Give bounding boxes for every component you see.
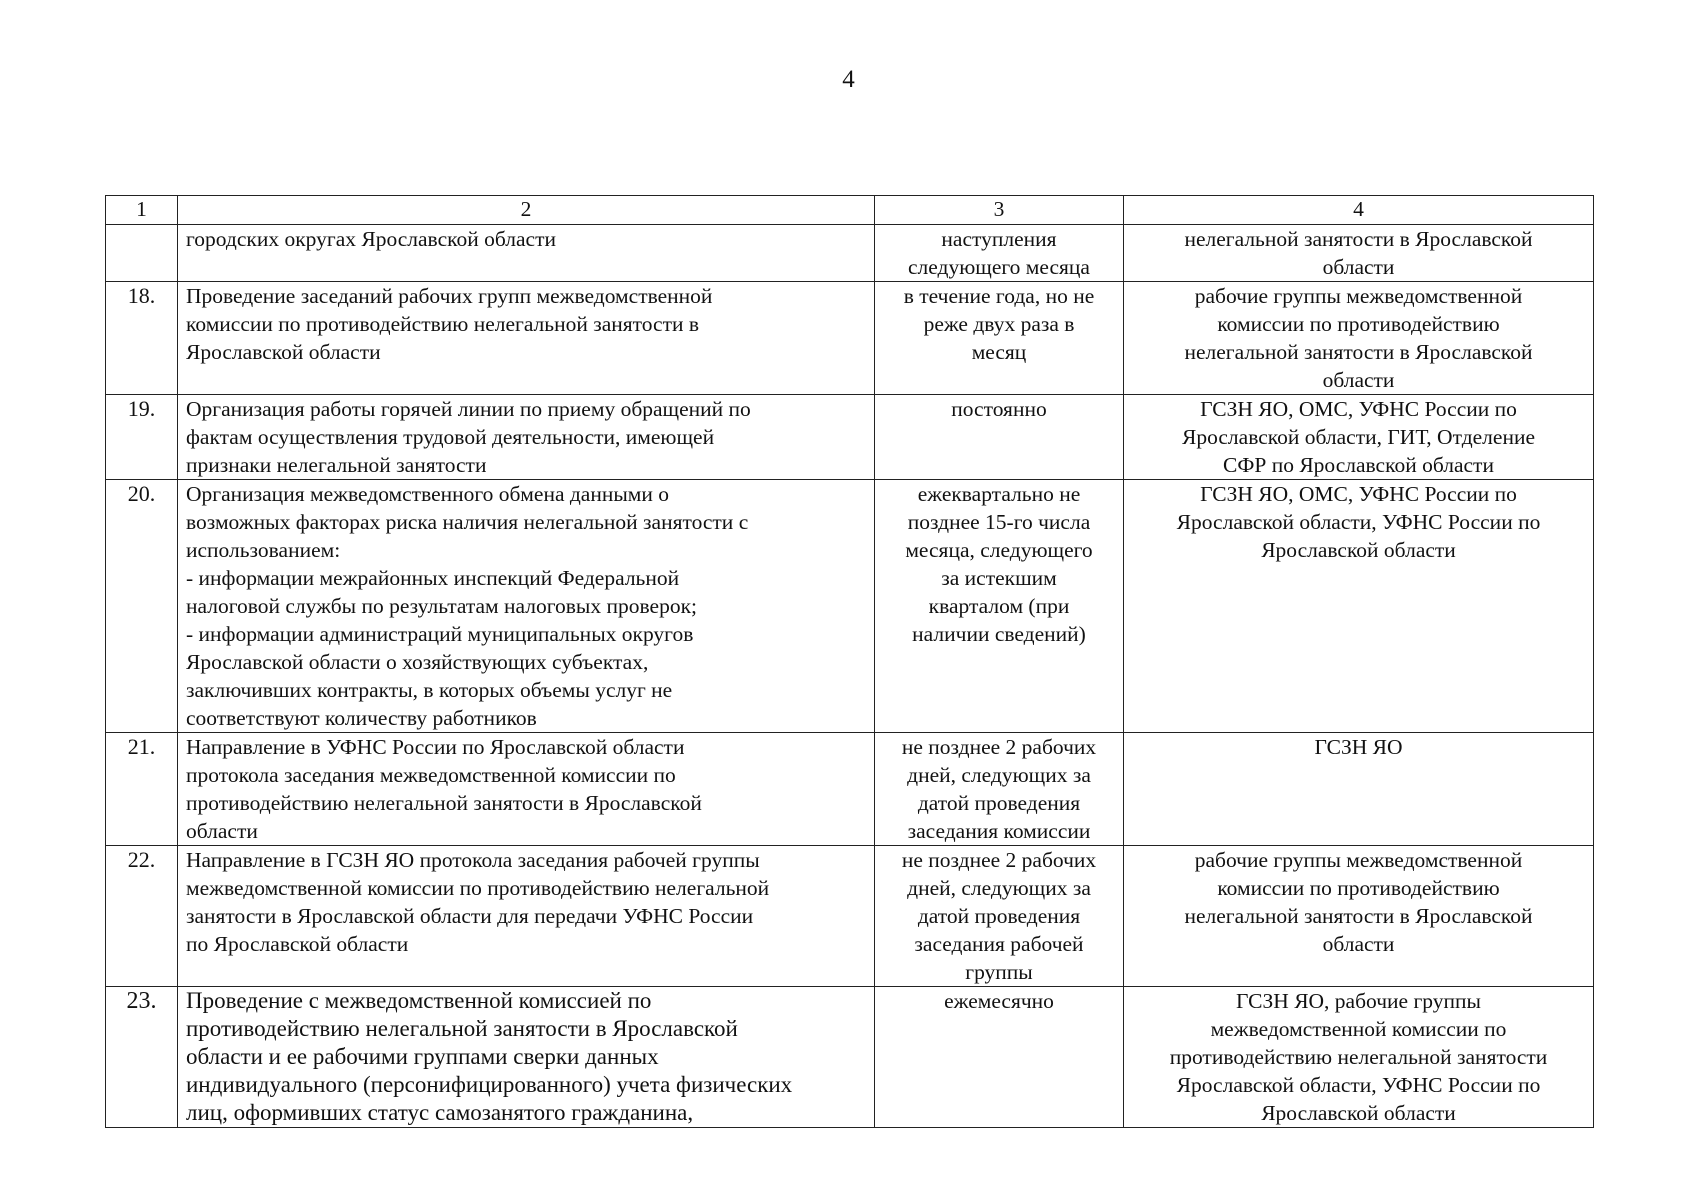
- action-cell: Организация работы горячей линии по приему обращений по фактам осуществления трудовой деятельности, имеющей признаки нелегальной занятости: [178, 395, 875, 480]
- action-cell: Организация межведомственного обмена данными о возможных факторах риска наличия нелегальной занятости с использованием: - информации межрайонных инспекций Федеральной налоговой службы по результатам налоговых проверок; - информации администраций муниципальных округов Ярославской области о хозяйствующих субъектах, заключивших контракты, в которых объемы услуг не соответствуют количеству работников: [178, 480, 875, 733]
- table-row: [106, 480, 1594, 733]
- table-row: [106, 225, 1594, 282]
- row-number-cell: [106, 480, 178, 733]
- deadline-cell: в течение года, но не реже двух раза в месяц: [875, 282, 1124, 395]
- responsible-cell: ГСЗН ЯО: [1124, 733, 1594, 846]
- row-number-cell: [106, 987, 178, 1128]
- action-cell: Направление в УФНС России по Ярославской области протокола заседания межведомственной комиссии по противодействию нелегальной занятости в Ярославской области: [178, 733, 875, 846]
- responsible-cell: нелегальной занятости в Ярославской области: [1124, 225, 1594, 282]
- table-row: [106, 733, 1594, 846]
- row-number-cell: [106, 225, 178, 282]
- responsible-cell: ГСЗН ЯО, ОМС, УФНС России по Ярославской области, УФНС России по Ярославской области: [1124, 480, 1594, 733]
- row-number: 20.: [127, 481, 156, 506]
- row-number: 19.: [127, 396, 156, 421]
- table-row: [106, 846, 1594, 987]
- table-row: [106, 395, 1594, 480]
- deadline-cell: наступления следующего месяца: [875, 225, 1124, 282]
- responsible-cell: ГСЗН ЯО, рабочие группы межведомственной комиссии по противодействию нелегальной занятости Ярославской области, УФНС России по Ярославской области: [1124, 987, 1594, 1128]
- deadline-cell: ежемесячно: [875, 987, 1124, 1128]
- header-col-4: 4: [1124, 196, 1594, 225]
- row-number-cell: [106, 395, 178, 480]
- row-number: 22.: [127, 847, 156, 872]
- deadline-cell: ежеквартально не позднее 15-го числа месяца, следующего за истекшим кварталом (при наличии сведений): [875, 480, 1124, 733]
- action-cell: Проведение с межведомственной комиссией по противодействию нелегальной занятости в Ярославской области и ее рабочими группами сверки данных индивидуального (персонифицированного) учета физических лиц, оформивших статус самозанятого гражданина,: [178, 987, 875, 1128]
- header-col-2: 2: [178, 196, 875, 225]
- row-number: 18.: [127, 283, 156, 308]
- action-cell: городских округах Ярославской области: [178, 225, 875, 282]
- responsible-cell: рабочие группы межведомственной комиссии по противодействию нелегальной занятости в Ярославской области: [1124, 282, 1594, 395]
- header-col-1: 1: [106, 196, 178, 225]
- responsible-cell: ГСЗН ЯО, ОМС, УФНС России по Ярославской области, ГИТ, Отделение СФР по Ярославской области: [1124, 395, 1594, 480]
- table-header-row: [106, 196, 1594, 225]
- action-cell: Проведение заседаний рабочих групп межведомственной комиссии по противодействию нелегальной занятости в Ярославской области: [178, 282, 875, 395]
- action-cell: Направление в ГСЗН ЯО протокола заседания рабочей группы межведомственной комиссии по противодействию нелегальной занятости в Ярославской области для передачи УФНС России по Ярославской области: [178, 846, 875, 987]
- row-number-cell: [106, 733, 178, 846]
- deadline-cell: не позднее 2 рабочих дней, следующих за датой проведения заседания комиссии: [875, 733, 1124, 846]
- deadline-cell: не позднее 2 рабочих дней, следующих за датой проведения заседания рабочей группы: [875, 846, 1124, 987]
- row-number-cell: [106, 282, 178, 395]
- measures-table: [105, 195, 1594, 1128]
- row-number: 21.: [127, 734, 156, 759]
- deadline-cell: постоянно: [875, 395, 1124, 480]
- responsible-cell: рабочие группы межведомственной комиссии по противодействию нелегальной занятости в Ярославской области: [1124, 846, 1594, 987]
- row-number: 23.: [126, 988, 157, 1014]
- row-number-cell: [106, 846, 178, 987]
- header-col-3: 3: [875, 196, 1124, 225]
- table-row: [106, 987, 1594, 1128]
- table-row: [106, 282, 1594, 395]
- page-number: 4: [842, 66, 855, 93]
